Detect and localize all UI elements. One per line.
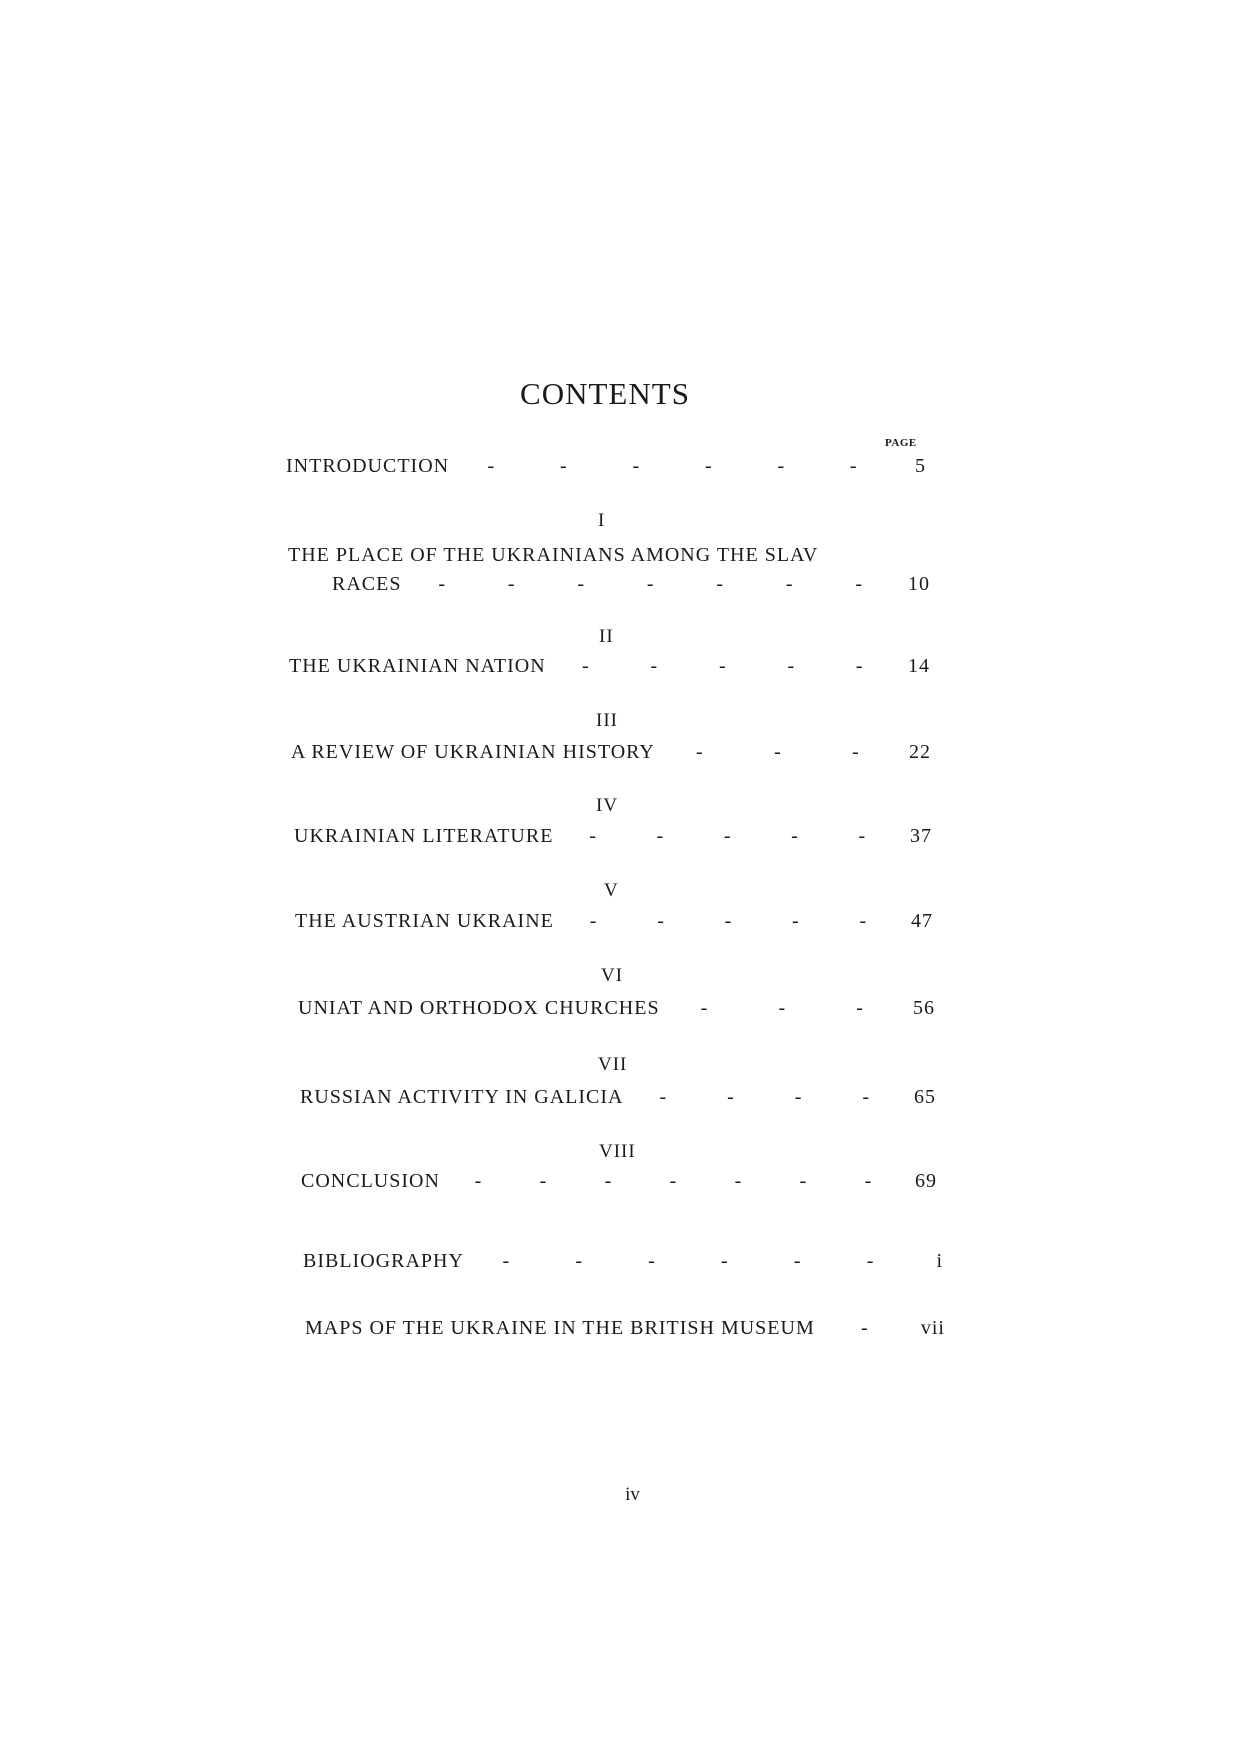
dot-leader: - - - <box>696 741 860 763</box>
dot-leader: - - - <box>700 997 864 1019</box>
toc-entry-page: 65 <box>914 1086 936 1108</box>
chapter-numeral-6: VI <box>601 965 624 986</box>
toc-entry-ukrainian-history[interactable] <box>291 741 931 764</box>
toc-entry-conclusion[interactable] <box>301 1170 937 1193</box>
toc-entry-page: 5 <box>915 455 926 477</box>
toc-entry-title: INTRODUCTION <box>286 455 450 477</box>
toc-entry-title: UNIAT AND ORTHODOX CHURCHES <box>298 997 660 1019</box>
dot-leader: - - - - - - - <box>474 1170 873 1192</box>
toc-entry-title-line1[interactable] <box>288 544 818 567</box>
chapter-numeral-3: III <box>596 710 618 731</box>
chapter-numeral-5: V <box>604 880 619 901</box>
toc-entry-page: 22 <box>909 741 931 763</box>
dot-leader: - <box>861 1317 869 1339</box>
chapter-numeral-8: VIII <box>599 1141 636 1162</box>
toc-entry-austrian-ukraine[interactable] <box>295 910 933 933</box>
toc-entry-page: 69 <box>915 1170 937 1192</box>
toc-entry-slav-races[interactable] <box>332 573 930 596</box>
dot-leader: - - - - - - <box>487 455 858 477</box>
toc-entry-ukrainian-nation[interactable] <box>289 655 930 678</box>
dot-leader: - - - - - <box>589 910 868 932</box>
dot-leader: - - - - <box>659 1086 870 1108</box>
toc-entry-title: THE UKRAINIAN NATION <box>289 655 546 677</box>
toc-entry-page: 10 <box>908 573 930 595</box>
toc-entry-title: BIBLIOGRAPHY <box>303 1250 464 1272</box>
chapter-numeral-7: VII <box>598 1054 628 1075</box>
toc-entry-page: 37 <box>910 825 932 847</box>
toc-entry-introduction[interactable] <box>286 455 926 478</box>
toc-entry-title: MAPS OF THE UKRAINE IN THE BRITISH MUSEUM <box>305 1317 815 1339</box>
toc-entry-russian-activity[interactable] <box>300 1086 936 1109</box>
toc-entry-title: THE PLACE OF THE UKRAINIANS AMONG THE SLAV <box>288 544 819 566</box>
dot-leader: - - - - - - - <box>438 573 864 595</box>
toc-entry-bibliography[interactable] <box>303 1250 943 1273</box>
toc-entry-page: 47 <box>911 910 933 932</box>
dot-leader: - - - - - <box>589 825 867 847</box>
toc-entry-title: A REVIEW OF UKRAINIAN HISTORY <box>291 741 655 763</box>
page-title: CONTENTS <box>520 376 690 411</box>
toc-entry-ukrainian-literature[interactable] <box>294 825 932 848</box>
toc-entry-page: 14 <box>908 655 930 677</box>
toc-entry-title: CONCLUSION <box>301 1170 440 1192</box>
toc-entry-maps[interactable] <box>305 1317 945 1340</box>
dot-leader: - - - - - - <box>502 1250 875 1272</box>
page-column-label: PAGE <box>885 437 917 449</box>
toc-entry-page: 56 <box>913 997 935 1019</box>
toc-entry-title: RUSSIAN ACTIVITY IN GALICIA <box>300 1086 624 1108</box>
toc-entry-title: THE AUSTRIAN UKRAINE <box>295 910 554 932</box>
dot-leader: - - - - - <box>582 655 864 677</box>
chapter-numeral-2: II <box>599 626 614 647</box>
toc-entry-title: UKRAINIAN LITERATURE <box>294 825 554 847</box>
toc-entry-uniat-orthodox[interactable] <box>298 997 935 1020</box>
page-number: iv <box>625 1484 640 1505</box>
chapter-numeral-4: IV <box>596 795 619 816</box>
chapter-numeral-1: I <box>598 510 606 531</box>
toc-entry-page: i <box>936 1250 943 1272</box>
toc-entry-title: RACES <box>332 573 402 595</box>
toc-entry-page: vii <box>920 1317 945 1339</box>
